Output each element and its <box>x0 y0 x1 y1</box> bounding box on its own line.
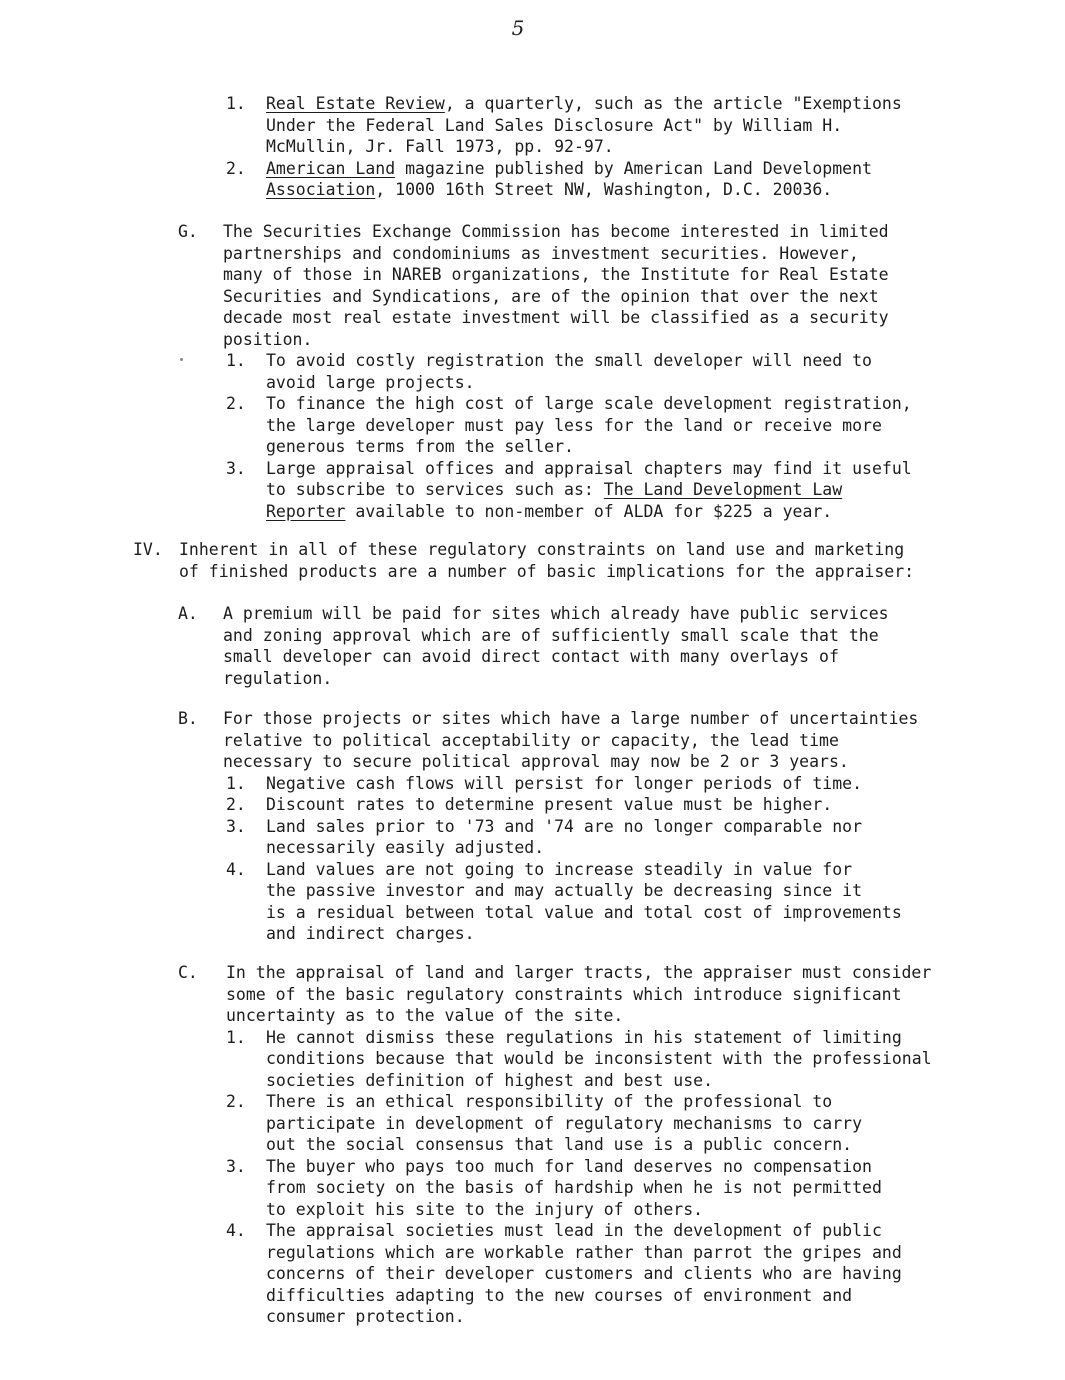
text-line: and zoning approval which are of sufficiently small scale that the <box>223 625 879 645</box>
text-line <box>0 1306 1065 1328</box>
text-segment: out the social consensus that land use is a public concern. <box>266 1135 853 1154</box>
section-g-securities <box>0 221 1065 522</box>
text-line <box>0 859 1065 881</box>
text-line <box>0 1242 1065 1264</box>
section-g-sub-item <box>0 393 1065 458</box>
text-line <box>0 1263 1065 1285</box>
text-line <box>0 115 1065 137</box>
text-line <box>0 1177 1065 1199</box>
text-segment: and indirect charges. <box>266 924 475 943</box>
section-b-sub-item <box>0 794 1065 816</box>
text-line <box>0 1199 1065 1221</box>
text-line <box>0 794 1065 816</box>
text-line <box>0 1285 1065 1307</box>
text-segment: to subscribe to services such as: <box>266 480 604 499</box>
text-line: some of the basic regulatory constraints which introduce significant <box>226 984 902 1004</box>
underlined-title: The Land Development Law <box>603 480 843 499</box>
text-line: regulation. <box>223 668 333 688</box>
text-line <box>0 372 1065 394</box>
text-segment: McMullin, Jr. Fall 1973, pp. 92-97. <box>266 137 614 156</box>
section-g-sub-item-number: 3. <box>226 458 246 478</box>
text-segment: Land values are not going to increase steadily in value for <box>266 859 853 879</box>
text-segment: necessarily easily adjusted. <box>266 838 545 857</box>
section-c-appraisal <box>0 962 1065 1328</box>
text-line <box>0 393 1065 415</box>
section-f-sources-list <box>0 93 1065 201</box>
text-segment: regulations which are workable rather than parrot the gripes and <box>266 1242 902 1262</box>
text-segment: is a residual between total value and total cost of improvements <box>266 902 902 922</box>
section-c-sub-item-number: 4. <box>226 1221 246 1240</box>
section-b-uncertainties <box>0 708 1065 945</box>
text-segment: available to non-member of ALDA for $225 a year. <box>345 501 833 521</box>
section-b-sub-item-number: 1. <box>226 773 246 793</box>
text-segment: the passive investor and may actually be decreasing since it <box>266 881 863 900</box>
section-iv-implications <box>0 539 1065 582</box>
text-segment: consumer protection. <box>266 1307 465 1326</box>
section-b-sub-item <box>0 773 1065 795</box>
section-iv-item-number: IV. <box>133 540 163 559</box>
section-iv-paragraph <box>0 539 1065 582</box>
section-c-sub-item <box>0 1220 1065 1328</box>
text-line <box>0 1091 1065 1113</box>
section-c-sub-item-number: 3. <box>226 1156 246 1176</box>
text-line: many of those in NAREB organizations, the Institute for Real Estate <box>223 265 889 284</box>
text-line <box>0 93 1065 115</box>
text-line: decade most real estate investment will be classified as a security <box>223 308 889 327</box>
text-line <box>0 1156 1065 1178</box>
section-b-paragraph <box>0 708 1065 773</box>
text-line: uncertainty as to the value of the site. <box>226 1006 624 1025</box>
text-line <box>0 1113 1065 1135</box>
source-item-number: 2. <box>226 158 246 178</box>
page-number: 5 <box>511 16 525 40</box>
text-segment: Land sales prior to '73 and '74 are no longer comparable nor <box>266 816 863 836</box>
text-line <box>0 179 1065 201</box>
text-line: small developer can avoid direct contact with many overlays of <box>223 647 839 666</box>
text-line <box>0 501 1065 523</box>
text-line <box>0 436 1065 458</box>
section-a-paragraph <box>0 603 1065 689</box>
section-c-sub-item <box>0 1091 1065 1156</box>
text-segment: Negative cash flows will persist for longer periods of time. <box>266 773 863 793</box>
text-segment: Large appraisal offices and appraisal chapters may find it useful <box>266 458 912 478</box>
text-line <box>0 880 1065 902</box>
text-line <box>0 1070 1065 1092</box>
section-b-sub-item-number: 4. <box>226 859 246 879</box>
text-segment: magazine published by American Land Development <box>395 158 872 178</box>
text-segment: The appraisal societies must lead in the development of public <box>266 1221 882 1240</box>
text-segment: To finance the high cost of large scale development registration, <box>266 394 912 413</box>
text-line <box>0 773 1065 795</box>
text-line <box>0 923 1065 945</box>
text-segment: the large developer must pay less for the land or receive more <box>266 415 882 435</box>
section-c-paragraph <box>0 962 1065 1027</box>
source-item-number: 1. <box>226 94 246 113</box>
text-line: A premium will be paid for sites which already have public services <box>223 604 889 623</box>
text-segment: societies definition of highest and best use. <box>266 1070 714 1090</box>
text-line: relative to political acceptability or capacity, the lead time <box>223 730 839 750</box>
text-line: Securities and Syndications, are of the opinion that over the next <box>223 286 879 306</box>
section-b-item-number: B. <box>178 709 198 728</box>
source-item <box>0 93 1065 158</box>
section-g-sublist <box>0 350 1065 522</box>
text-line: For those projects or sites which have a large number of uncertainties <box>223 709 919 728</box>
section-c-sublist <box>0 1027 1065 1328</box>
text-line <box>0 1048 1065 1070</box>
section-c-sub-item <box>0 1027 1065 1092</box>
section-b-sub-item <box>0 859 1065 945</box>
underlined-title: Reporter <box>266 501 346 521</box>
text-line: necessary to secure political approval may now be 2 or 3 years. <box>223 752 849 771</box>
text-line: partnerships and condominiums as investment securities. However, <box>223 243 859 263</box>
underlined-title: Association <box>266 180 376 199</box>
section-g-sub-item-number: 1. <box>226 351 246 370</box>
text-segment: participate in development of regulatory mechanisms to carry <box>266 1113 863 1133</box>
text-line: Inherent in all of these regulatory constraints on land use and marketing <box>179 540 905 559</box>
text-segment: Discount rates to determine present value must be higher. <box>266 795 833 814</box>
underlined-title: American Land <box>266 158 396 178</box>
section-b-sub-item-number: 2. <box>226 795 246 814</box>
section-g-paragraph <box>0 221 1065 350</box>
text-line <box>0 415 1065 437</box>
text-line <box>0 136 1065 158</box>
text-line <box>0 350 1065 372</box>
text-segment: conditions because that would be inconsistent with the professional <box>266 1049 932 1068</box>
source-item <box>0 158 1065 201</box>
text-segment: The buyer who pays too much for land deserves no compensation <box>266 1156 872 1176</box>
text-segment: There is an ethical responsibility of the professional to <box>266 1092 833 1111</box>
text-line <box>0 158 1065 180</box>
text-line <box>0 1027 1065 1049</box>
text-segment: , 1000 16th Street NW, Washington, D.C. 20036. <box>375 180 833 199</box>
text-segment: from society on the basis of hardship when he is not permitted <box>266 1178 882 1197</box>
text-segment: generous terms from the seller. <box>266 437 574 456</box>
text-segment: avoid large projects. <box>266 372 475 392</box>
text-line: of finished products are a number of basic implications for the appraiser: <box>179 561 915 581</box>
text-line: The Securities Exchange Commission has become interested in limited <box>223 222 889 241</box>
text-line <box>0 458 1065 480</box>
text-line <box>0 1220 1065 1242</box>
underlined-title: Real Estate Review <box>266 94 445 113</box>
text-segment: He cannot dismiss these regulations in his statement of limiting <box>266 1027 902 1047</box>
section-g-sub-item <box>0 458 1065 523</box>
text-segment: , a quarterly, such as the article "Exemptions <box>444 94 902 113</box>
text-line <box>0 816 1065 838</box>
text-segment: difficulties adapting to the new courses of environment and <box>266 1285 853 1305</box>
section-a-item-number: A. <box>178 604 198 623</box>
text-line <box>0 902 1065 924</box>
section-g-sub-item <box>0 350 1065 393</box>
text-line <box>0 479 1065 501</box>
text-segment: To avoid costly registration the small developer will need to <box>266 351 872 370</box>
section-b-sub-item <box>0 816 1065 859</box>
section-c-item-number: C. <box>178 963 198 982</box>
text-line: In the appraisal of land and larger tracts, the appraiser must consider <box>226 963 932 982</box>
text-segment: to exploit his site to the injury of others. <box>266 1199 704 1219</box>
section-b-sublist <box>0 773 1065 945</box>
text-segment: Under the Federal Land Sales Disclosure Act" by William H. <box>266 115 843 135</box>
section-c-sub-item <box>0 1156 1065 1221</box>
section-g-sub-item-number: 2. <box>226 394 246 413</box>
section-c-sub-item-number: 1. <box>226 1027 246 1047</box>
text-line: position. <box>223 329 313 349</box>
section-c-sub-item-number: 2. <box>226 1092 246 1111</box>
text-segment: concerns of their developer customers and clients who are having <box>266 1264 902 1283</box>
section-g-item-number: G. <box>178 222 198 241</box>
section-a-premium <box>0 603 1065 689</box>
text-line <box>0 1134 1065 1156</box>
section-b-sub-item-number: 3. <box>226 816 246 836</box>
text-line <box>0 837 1065 859</box>
